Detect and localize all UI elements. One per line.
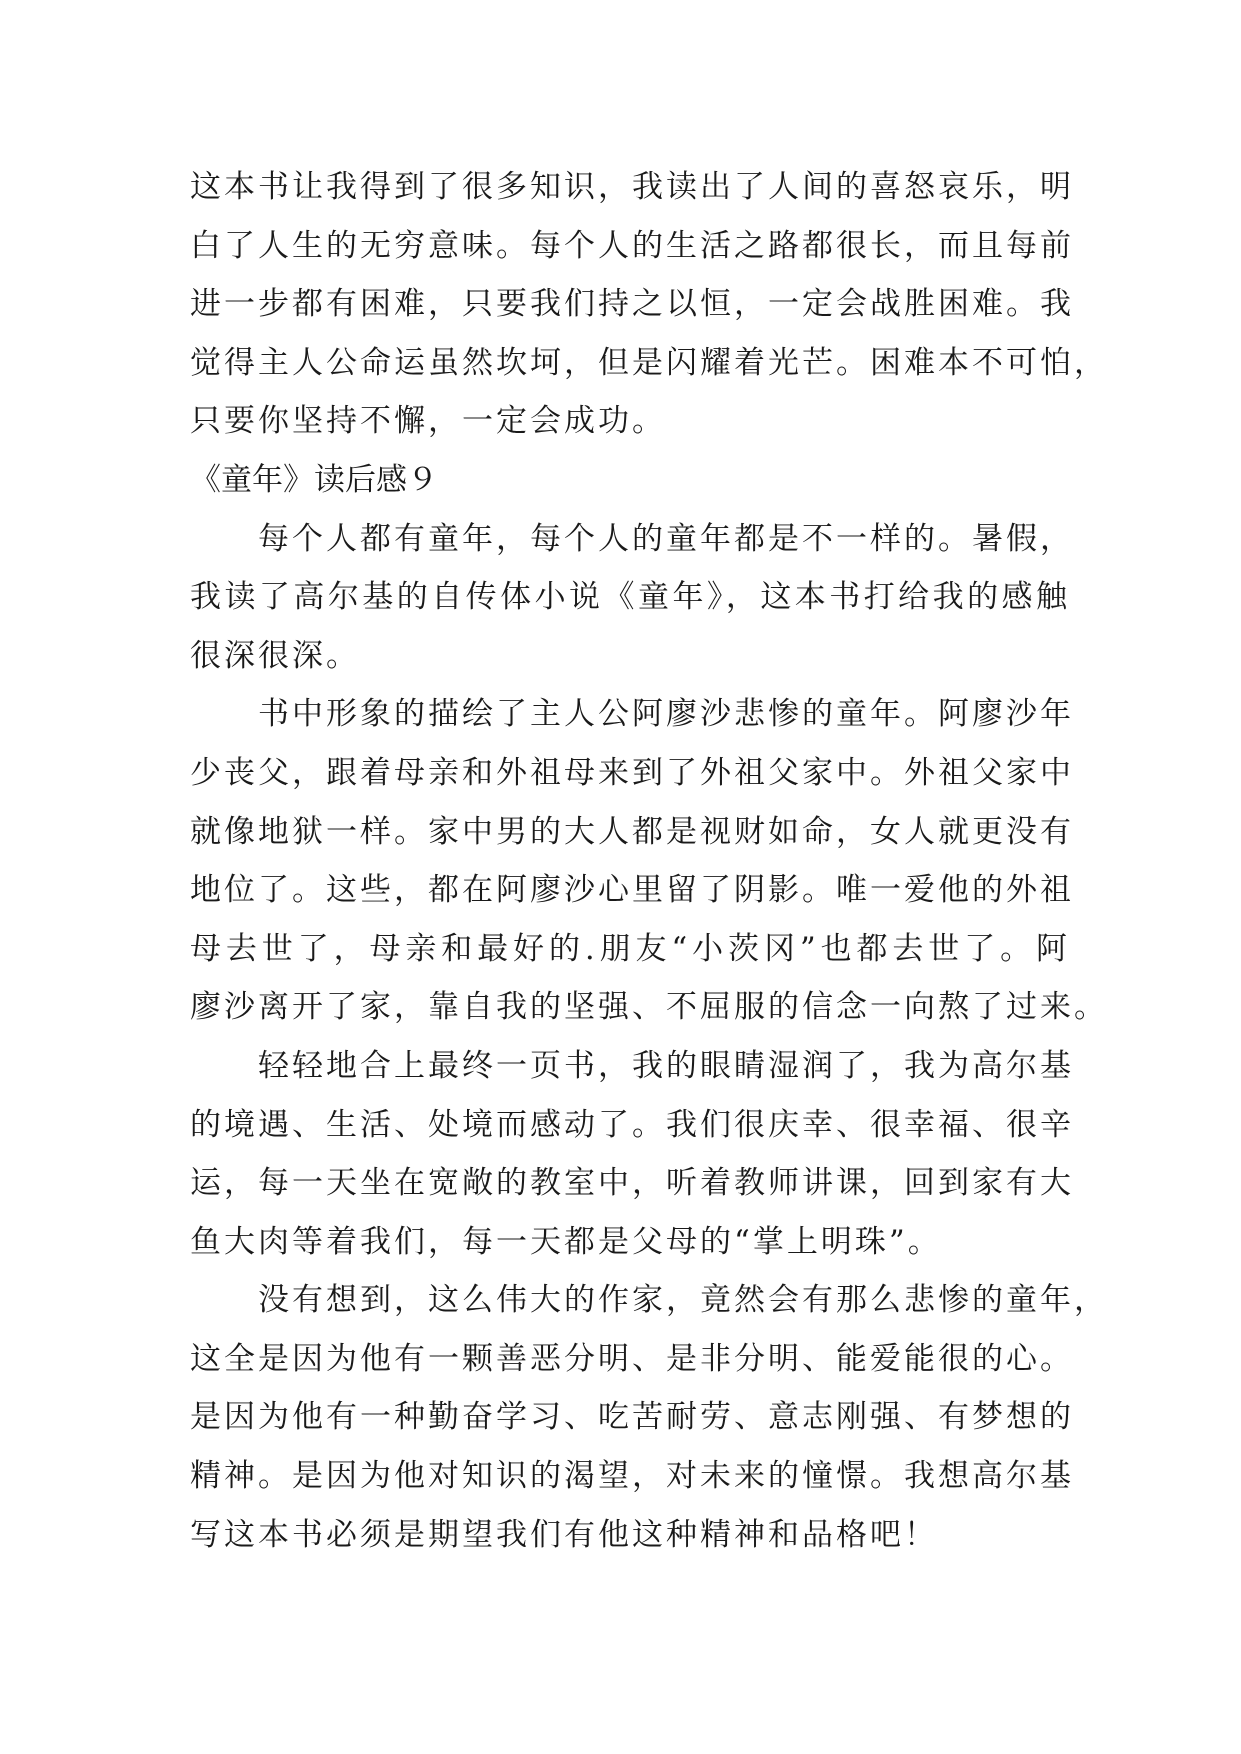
paragraph-line: 没有想到，这么伟大的作家，竟然会有那么悲惨的童年，	[258, 1282, 1108, 1319]
paragraph-line: 是因为他有一种勤奋学习、吃苦耐劳、意志刚强、有梦想的	[190, 1399, 1074, 1436]
paragraph-line: 精神。是因为他对知识的渴望，对未来的憧憬。我想高尔基	[190, 1458, 1074, 1495]
paragraph-line: 母去世了，母亲和最好的.朋友“小茨冈”也都去世了。阿	[190, 930, 1070, 967]
paragraph-line: 书中形象的描绘了主人公阿廖沙悲惨的童年。阿廖沙年	[258, 696, 1074, 733]
paragraph-line: 很深很深。	[190, 637, 360, 674]
paragraph-line: 运，每一天坐在宽敞的教室中，听着教师讲课，回到家有大	[190, 1165, 1074, 1202]
intro-line: 白了人生的无穷意味。每个人的生活之路都很长，而且每前	[190, 227, 1074, 264]
paragraph-line: 的境遇、生活、处境而感动了。我们很庆幸、很幸福、很辛	[190, 1106, 1074, 1143]
intro-line: 觉得主人公命运虽然坎坷，但是闪耀着光芒。困难本不可怕，	[190, 344, 1108, 381]
paragraph-line: 少丧父，跟着母亲和外祖母来到了外祖父家中。外祖父家中	[190, 754, 1074, 791]
paragraph-line: 我读了高尔基的自传体小说《童年》，这本书打给我的感触	[190, 579, 1070, 616]
intro-line: 进一步都有困难，只要我们持之以恒，一定会战胜困难。我	[190, 286, 1074, 323]
document-body	[190, 158, 1108, 1564]
paragraph-line: 鱼大肉等着我们，每一天都是父母的“掌上明珠”。	[190, 1223, 942, 1260]
intro-line: 只要你坚持不懈，一定会成功。	[190, 403, 666, 440]
section-heading: 《童年》读后感９	[190, 461, 438, 498]
paragraph-line: 写这本书必须是期望我们有他这种精神和品格吧！	[190, 1516, 938, 1553]
paragraph-line: 地位了。这些，都在阿廖沙心里留了阴影。唯一爱他的外祖	[190, 872, 1074, 909]
paragraph-line: 轻轻地合上最终一页书，我的眼睛湿润了，我为高尔基	[258, 1047, 1074, 1084]
paragraph-line: 这全是因为他有一颗善恶分明、是非分明、能爱能很的心。	[190, 1340, 1074, 1377]
intro-line: 这本书让我得到了很多知识，我读出了人间的喜怒哀乐，明	[190, 169, 1074, 205]
paragraph-line: 就像地狱一样。家中男的大人都是视财如命，女人就更没有	[190, 813, 1074, 850]
paragraph-line: 廖沙离开了家，靠自我的坚强、不屈服的信念一向熬了过来。	[190, 989, 1108, 1026]
paragraph-line: 每个人都有童年，每个人的童年都是不一样的。暑假，	[258, 520, 1074, 557]
